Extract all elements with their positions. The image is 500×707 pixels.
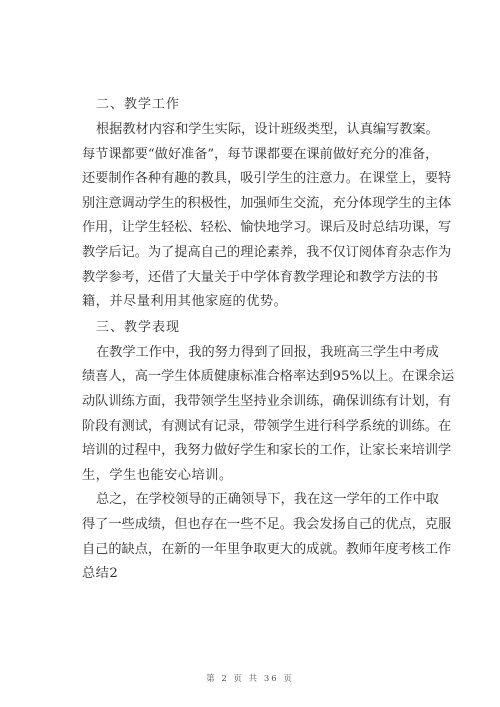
paragraph-line: 阶段有测试，有测试有记录，带领学生进行科学系统的训练。在 (82, 418, 452, 434)
paragraph-line: 生，学生也能安心培训。 (82, 467, 233, 483)
page-number-footer: 第 2 页 共 36 页 (206, 674, 294, 684)
paragraph-line: 教学后记。为了提高自己的理论素养，我不仅订阅体育杂志作为 (82, 244, 452, 260)
paragraph-teaching-work (82, 118, 452, 315)
paragraph-line: 总之，在学校领导的正确领导下，我在这一学年的工作中取 (96, 492, 439, 508)
paragraph-teaching-performance (82, 341, 455, 489)
paragraph-line: 培训的过程中，我努力做好学生和家长的工作，让家长来培训学 (82, 443, 452, 459)
paragraph-summary (82, 488, 452, 586)
paragraph-line: 自己的缺点，在新的一年里争取更大的成就。教师年度考核工作 (82, 541, 452, 557)
section-heading-teaching-work: 二、教学工作 (96, 97, 181, 112)
paragraph-line: 别注意调动学生的积极性，加强师生交流，充分体现学生的主体 (82, 195, 452, 211)
paragraph-line: 作用，让学生轻松、轻松、愉快地学习。课后及时总结功课，写 (82, 220, 452, 236)
paragraph-line: 籍，并尽量利用其他家庭的优势。 (82, 294, 288, 310)
section-heading-teaching-performance: 三、教学表现 (96, 319, 181, 335)
paragraph-line: 每节课都要“做好准备”，每节课都要在课前做好充分的准备， (82, 146, 439, 162)
paragraph-line: 绩喜人，高一学生体质健康标准合格率达到95%以上。在课余运 (82, 369, 455, 385)
paragraph-line: 得了一些成绩，但也存在一些不足。我会发扬自己的优点，克服 (82, 516, 452, 532)
paragraph-line: 教学参考，还借了大量关于中学体育教学理论和教学方法的书 (82, 269, 439, 285)
document-body (82, 92, 455, 587)
paragraph-line: 根据教材内容和学生实际，设计班级类型，认真编写教案。 (96, 122, 439, 137)
paragraph-line: 在教学工作中，我的努力得到了回报，我班高三学生中考成 (96, 344, 439, 360)
paragraph-line: 动队训练方面，我带领学生坚持业余训练，确保训练有计划，有 (82, 393, 452, 409)
paragraph-line: 还要制作各种有趣的教具，吸引学生的注意力。在课堂上，要特 (82, 171, 452, 187)
paragraph-line: 总结2 (82, 566, 119, 582)
